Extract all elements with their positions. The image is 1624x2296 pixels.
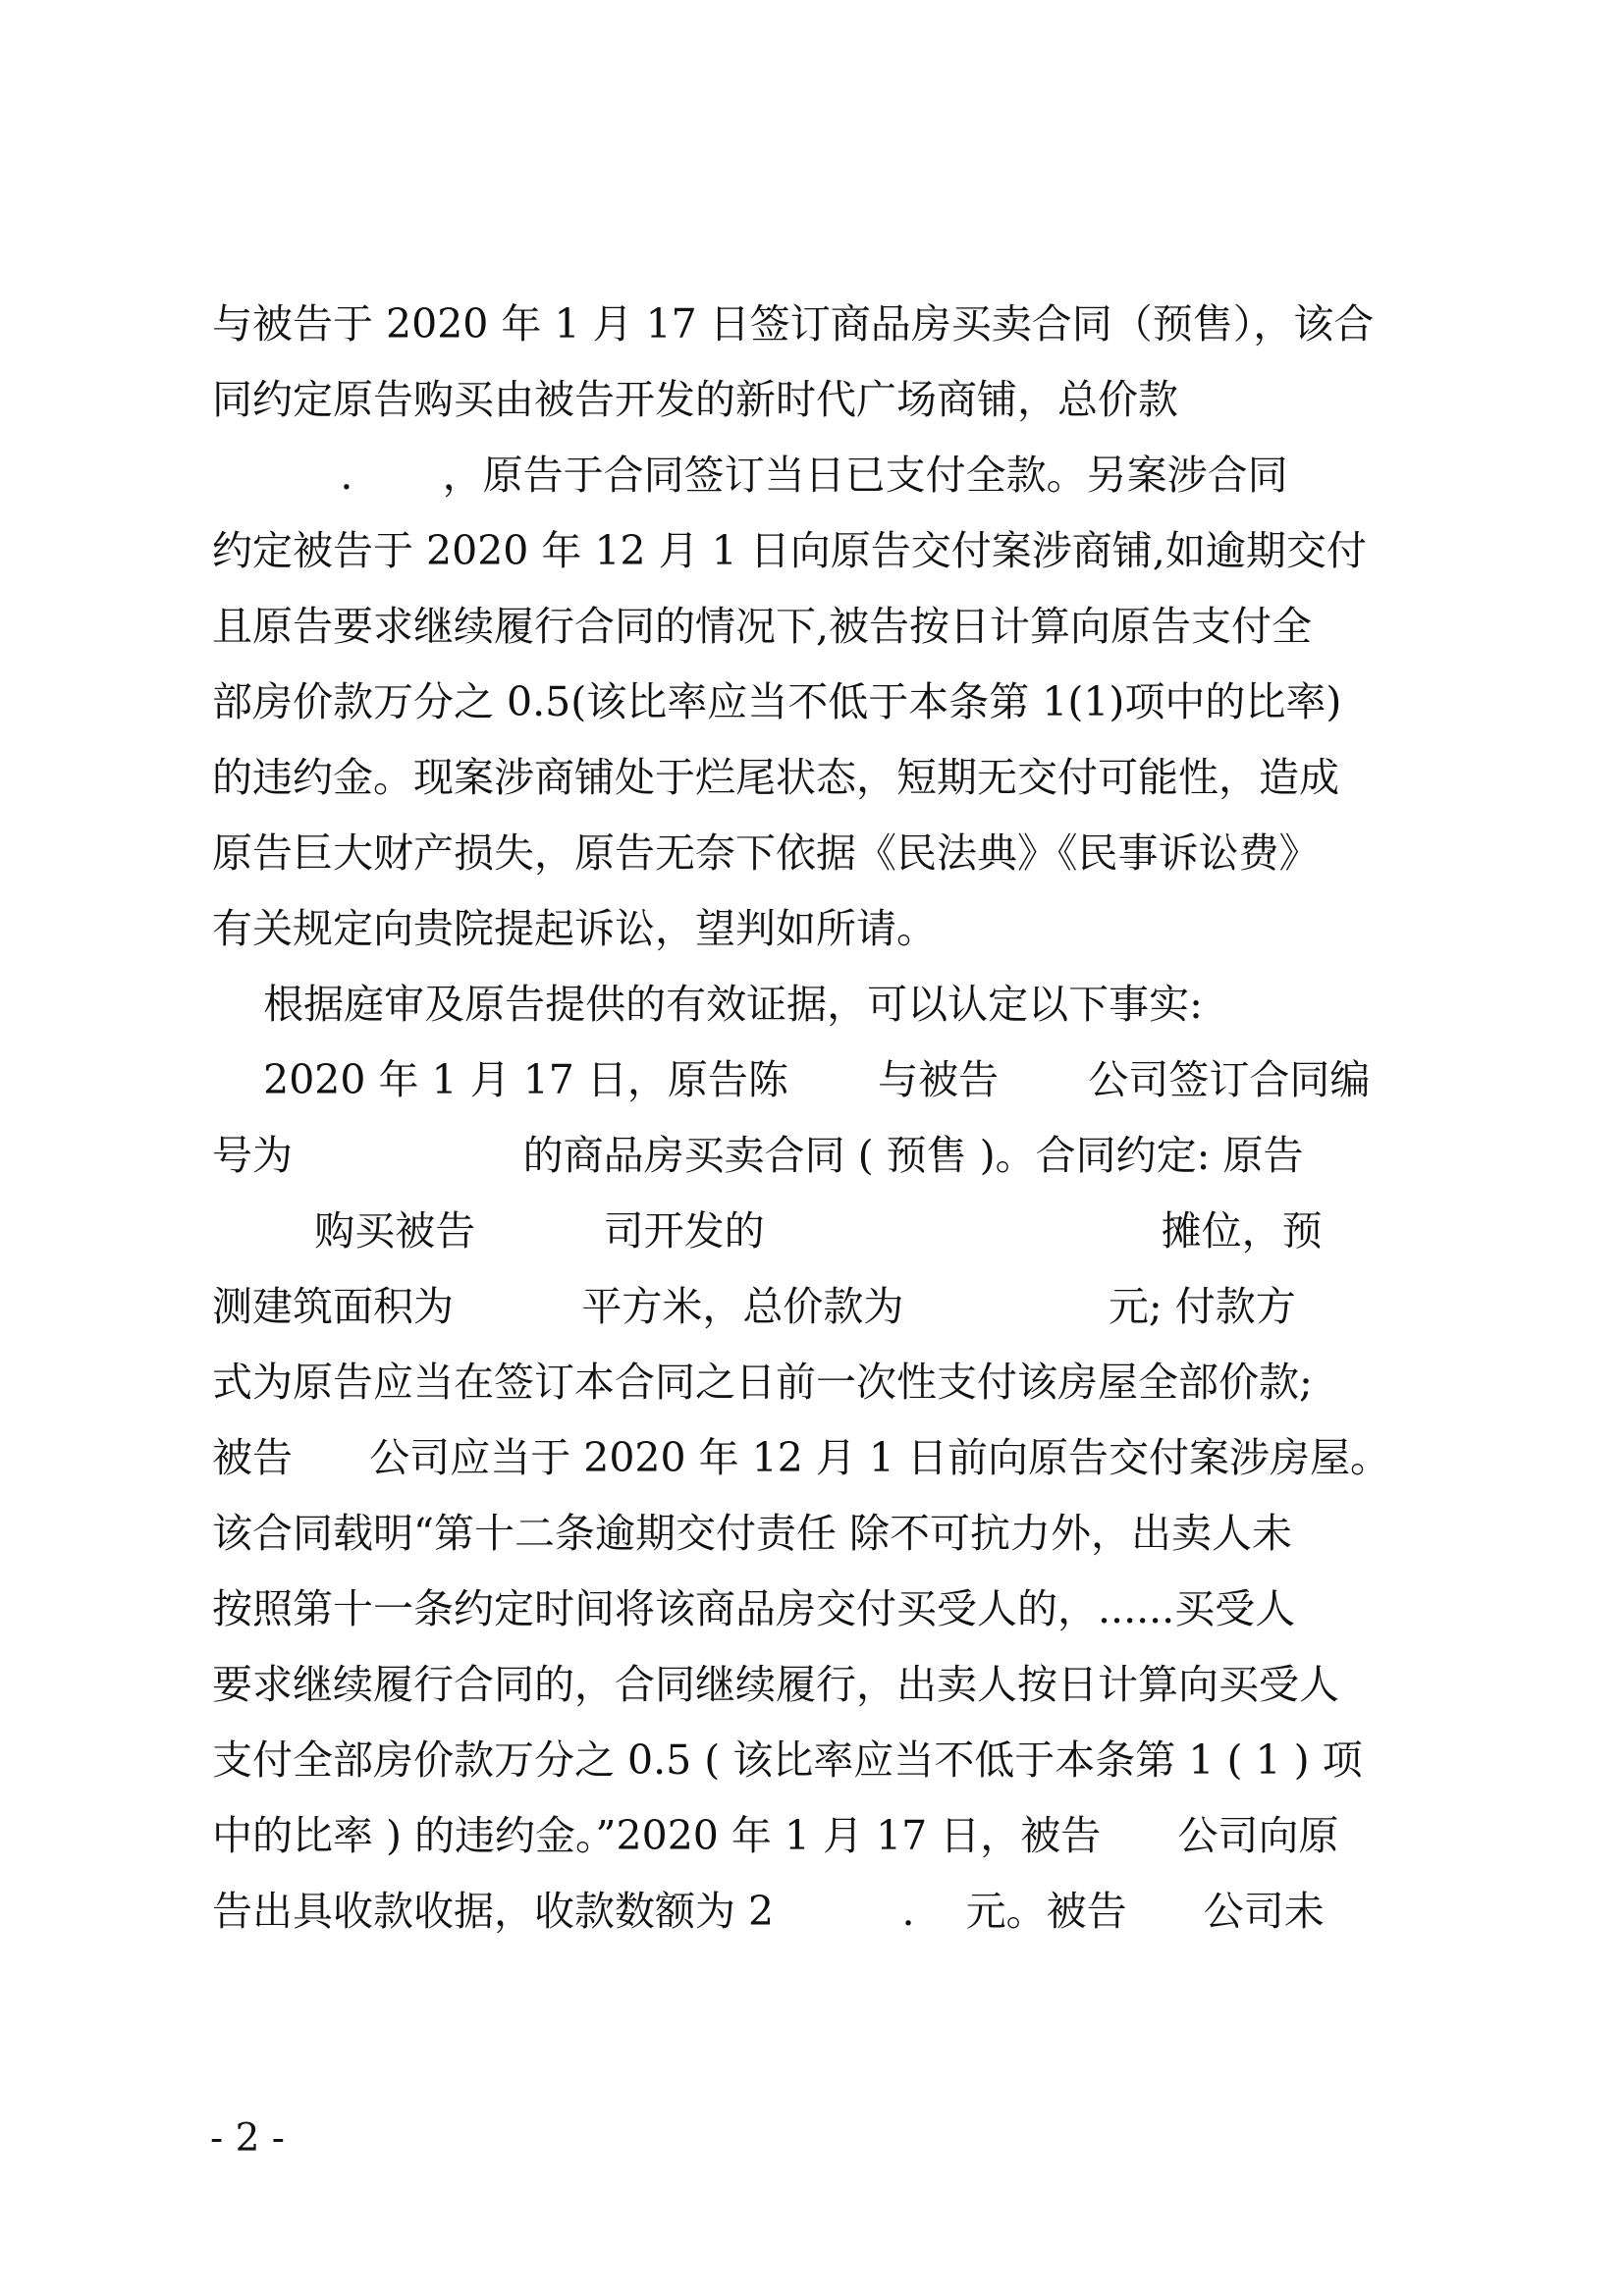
body-text-line: 按照第十一条约定时间将该商品房交付买受人的，......买受人 bbox=[212, 1585, 1296, 1632]
body-text-line: 告出具收款收据，收款数额为 2 . 元。被告 公司未 bbox=[212, 1888, 1325, 1935]
body-text-line: . ，原告于合同签订当日已支付全款。另案涉合同 bbox=[212, 452, 1288, 499]
paragraph-first-line: 根据庭审及原告提供的有效证据，可以认定以下事实: bbox=[212, 981, 1203, 1028]
body-text-line: 的违约金。现案涉商铺处于烂尾状态，短期无交付可能性，造成 bbox=[212, 754, 1339, 801]
body-text-line: 与被告于 2020 年 1 月 17 日签订商品房买卖合同（预售），该合 bbox=[212, 300, 1375, 347]
body-text-line: 要求继续履行合同的，合同继续履行，出卖人按日计算向买受人 bbox=[212, 1661, 1339, 1708]
body-text-line: 有关规定向贵院提起诉讼，望判如所请。 bbox=[212, 905, 937, 952]
body-text-line: 且原告要求继续履行合同的情况下,被告按日计算向原告支付全 bbox=[212, 603, 1313, 650]
body-text-line: 原告巨大财产损失，原告无奈下依据《民法典》《民事诉讼费》 bbox=[212, 829, 1320, 877]
body-text-line: 号为 的商品房买卖合同 ( 预售 )。合同约定: 原告 bbox=[212, 1132, 1304, 1179]
body-text-line: 测建筑面积为 平方米，总价款为 元; 付款方 bbox=[212, 1283, 1296, 1330]
body-text-line: 支付全部房价款万分之 0.5 ( 该比率应当不低于本条第 1 ( 1 ) 项 bbox=[212, 1736, 1363, 1784]
body-text-line: 该合同载明“第十二条逾期交付责任 除不可抗力外，出卖人未 bbox=[212, 1510, 1292, 1557]
body-text-line: 同约定原告购买由被告开发的新时代广场商铺，总价款 bbox=[212, 376, 1178, 423]
body-text-line: 部房价款万分之 0.5(该比率应当不低于本条第 1(1)项中的比率) bbox=[212, 678, 1342, 725]
body-text-line: 约定被告于 2020 年 12 月 1 日向原告交付案涉商铺,如逾期交付 bbox=[212, 527, 1367, 574]
body-text-line: 中的比率 ) 的违约金。”2020 年 1 月 17 日，被告 公司向原 bbox=[212, 1812, 1339, 1859]
body-text-line: 购买被告 司开发的 摊位，预 bbox=[212, 1207, 1323, 1255]
body-text-line: 式为原告应当在签订本合同之日前一次性支付该房屋全部价款; bbox=[212, 1359, 1313, 1406]
paragraph-first-line: 2020 年 1 月 17 日，原告陈 与被告 公司签订合同编 bbox=[212, 1056, 1371, 1103]
page-number: - 2 - bbox=[210, 2116, 285, 2161]
body-text-line: 被告 公司应当于 2020 年 12 月 1 日前向原告交付案涉房屋。 bbox=[212, 1434, 1390, 1481]
